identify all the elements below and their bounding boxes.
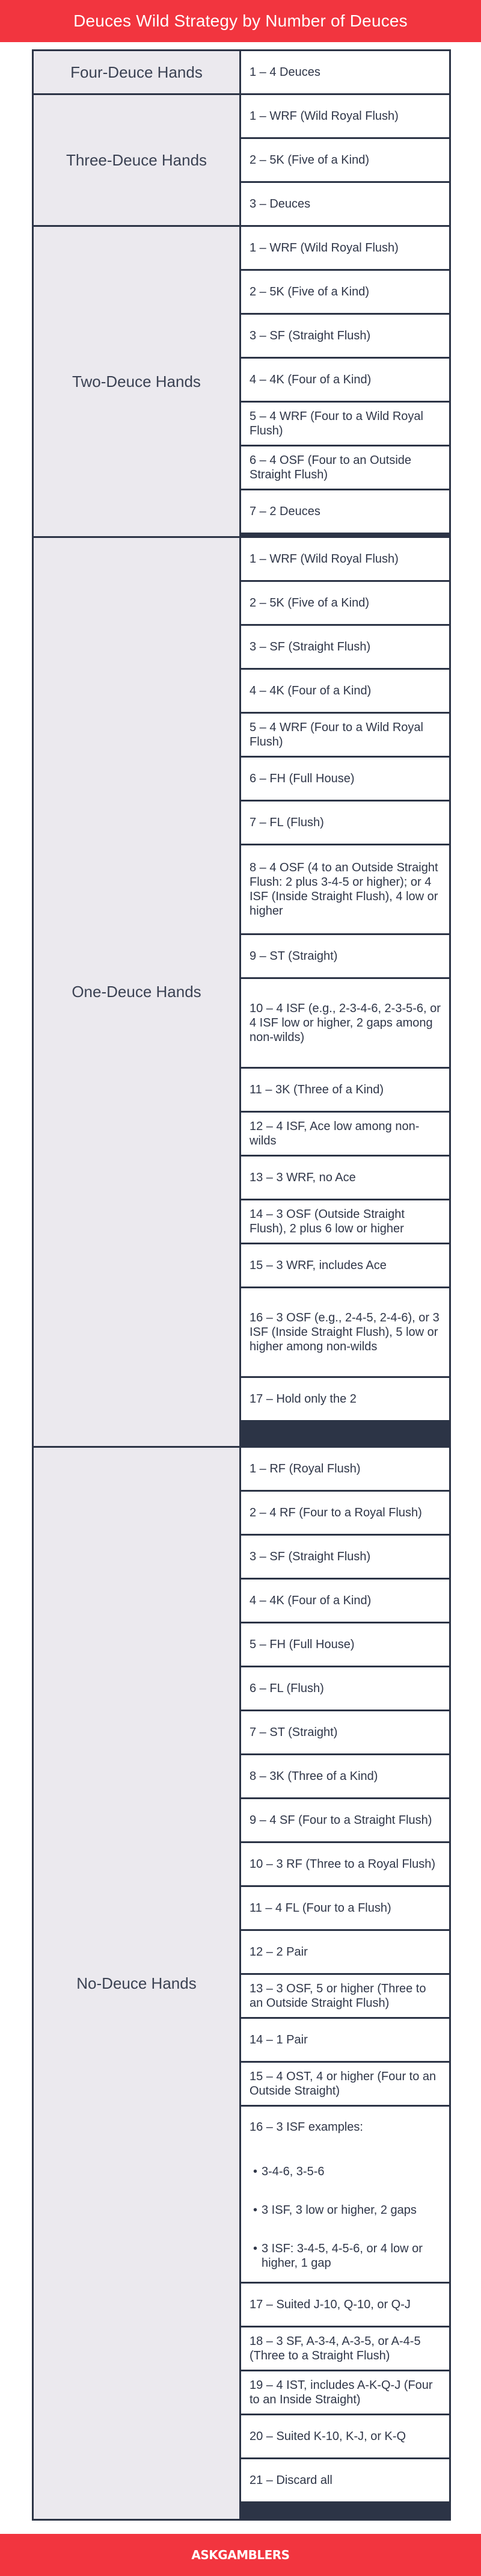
table-row: 10 – 4 ISF (e.g., 2-3-4-6, 2-3-5-6, or 4 ISF low or higher, 2 gaps among non-wilds) bbox=[241, 979, 449, 1067]
table-row: 15 – 4 OST, 4 or higher (Four to an Outside Straight) bbox=[241, 2063, 449, 2105]
table-row: 8 – 4 OSF (4 to an Outside Straight Flush: 2 plus 3-4-5 or higher); or 4 ISF (Inside Straight Flush), 4 low or higher bbox=[241, 845, 449, 933]
group-label: Two-Deuce Hands bbox=[34, 227, 241, 536]
table-row: 14 – 1 Pair bbox=[241, 2019, 449, 2061]
table-row: 6 – FL (Flush) bbox=[241, 1667, 449, 1710]
table-row: 3 – SF (Straight Flush) bbox=[241, 1536, 449, 1578]
table-row: 3 – Deuces bbox=[241, 183, 449, 225]
row-label: 16 – 3 ISF examples: bbox=[250, 2120, 363, 2134]
table-row: 19 – 4 IST, includes A-K-Q-J (Four to an Inside Straight) bbox=[241, 2371, 449, 2414]
table-row: 20 – Suited K-10, K-J, or K-Q bbox=[241, 2415, 449, 2457]
table-row: 17 – Suited J-10, Q-10, or Q-J bbox=[241, 2284, 449, 2326]
table-row: 7 – 2 Deuces bbox=[241, 490, 449, 533]
table-row: 15 – 3 WRF, includes Ace bbox=[241, 1244, 449, 1286]
table-row: 21 – Discard all bbox=[241, 2459, 449, 2501]
table-row: 6 – FH (Full House) bbox=[241, 758, 449, 800]
group-label: Three-Deuce Hands bbox=[34, 95, 241, 225]
table-row: 2 – 5K (Five of a Kind) bbox=[241, 139, 449, 181]
table-row: 12 – 4 ISF, Ace low among non-wilds bbox=[241, 1113, 449, 1155]
table-row: 1 – WRF (Wild Royal Flush) bbox=[241, 227, 449, 269]
table-row: 5 – 4 WRF (Four to a Wild Royal Flush) bbox=[241, 714, 449, 756]
table-row: 2 – 4 RF (Four to a Royal Flush) bbox=[241, 1492, 449, 1534]
list-item-text: 3 ISF: 3-4-5, 4-5-6, or 4 low or higher, 1 gap bbox=[262, 2242, 423, 2270]
page-title: Deuces Wild Strategy by Number of Deuces bbox=[73, 11, 408, 30]
list-item-text: 3-4-6, 3-5-6 bbox=[262, 2165, 325, 2178]
table-row: 11 – 4 FL (Four to a Flush) bbox=[241, 1887, 449, 1929]
table-row: 10 – 3 RF (Three to a Royal Flush) bbox=[241, 1843, 449, 1885]
table-row: 6 – 4 OSF (Four to an Outside Straight Flush) bbox=[241, 446, 449, 489]
strategy-table bbox=[32, 49, 451, 2521]
table-row: 1 – WRF (Wild Royal Flush) bbox=[241, 538, 449, 580]
bullet: • bbox=[253, 2165, 258, 2178]
table-row: 7 – FL (Flush) bbox=[241, 802, 449, 844]
page-title-banner bbox=[0, 0, 481, 42]
table-row: 2 – 5K (Five of a Kind) bbox=[241, 582, 449, 624]
table-row: 13 – 3 WRF, no Ace bbox=[241, 1157, 449, 1199]
table-row: 9 – ST (Straight) bbox=[241, 935, 449, 977]
group-one-deuce bbox=[34, 538, 449, 1446]
list-item-text: 3 ISF, 3 low or higher, 2 gaps bbox=[262, 2204, 417, 2217]
table-row: 5 – FH (Full House) bbox=[241, 1623, 449, 1666]
footer-banner bbox=[0, 2534, 481, 2576]
table-row: 14 – 3 OSF (Outside Straight Flush), 2 plus 6 low or higher bbox=[241, 1200, 449, 1243]
table-row: 1 – RF (Royal Flush) bbox=[241, 1448, 449, 1490]
table-row: 2 – 5K (Five of a Kind) bbox=[241, 271, 449, 313]
table-row: 5 – 4 WRF (Four to a Wild Royal Flush) bbox=[241, 403, 449, 445]
table-row: 13 – 3 OSF, 5 or higher (Three to an Outside Straight Flush) bbox=[241, 1975, 449, 2017]
table-row: 11 – 3K (Three of a Kind) bbox=[241, 1069, 449, 1111]
group-label: Four-Deuce Hands bbox=[34, 51, 241, 93]
table-row: 7 – ST (Straight) bbox=[241, 1711, 449, 1753]
table-row-isf-examples bbox=[241, 2107, 449, 2282]
list-item bbox=[253, 2164, 441, 2179]
table-row: 3 – SF (Straight Flush) bbox=[241, 626, 449, 668]
table-row: 8 – 3K (Three of a Kind) bbox=[241, 1755, 449, 1797]
table-row: 3 – SF (Straight Flush) bbox=[241, 315, 449, 357]
table-row: 18 – 3 SF, A-3-4, A-3-5, or A-4-5 (Three to a Straight Flush) bbox=[241, 2327, 449, 2370]
table-row: 16 – 3 OSF (e.g., 2-4-5, 2-4-6), or 3 ISF (Inside Straight Flush), 5 low or higher among non-wilds bbox=[241, 1288, 449, 1376]
table-row: 9 – 4 SF (Four to a Straight Flush) bbox=[241, 1799, 449, 1841]
table-row: 1 – WRF (Wild Royal Flush) bbox=[241, 95, 449, 137]
bullet: • bbox=[253, 2204, 258, 2217]
group-three-deuce bbox=[34, 95, 449, 225]
group-label: No-Deuce Hands bbox=[34, 1448, 241, 2519]
group-no-deuce bbox=[34, 1448, 449, 2519]
bullet: • bbox=[253, 2242, 258, 2255]
group-two-deuce bbox=[34, 227, 449, 536]
list-item bbox=[253, 2241, 441, 2270]
isf-example-list bbox=[250, 2164, 441, 2270]
table-row: 4 – 4K (Four of a Kind) bbox=[241, 670, 449, 712]
table-row: 4 – 4K (Four of a Kind) bbox=[241, 1580, 449, 1622]
group-label: One-Deuce Hands bbox=[34, 538, 241, 1446]
list-item bbox=[253, 2203, 441, 2217]
table-row: 12 – 2 Pair bbox=[241, 1931, 449, 1973]
group-four-deuce bbox=[34, 51, 449, 93]
table-row: 4 – 4K (Four of a Kind) bbox=[241, 359, 449, 401]
table-row: 17 – Hold only the 2 bbox=[241, 1378, 449, 1420]
table-row: 1 – 4 Deuces bbox=[241, 51, 449, 93]
brand-logo: ASKGAMBLERS bbox=[191, 2548, 290, 2562]
